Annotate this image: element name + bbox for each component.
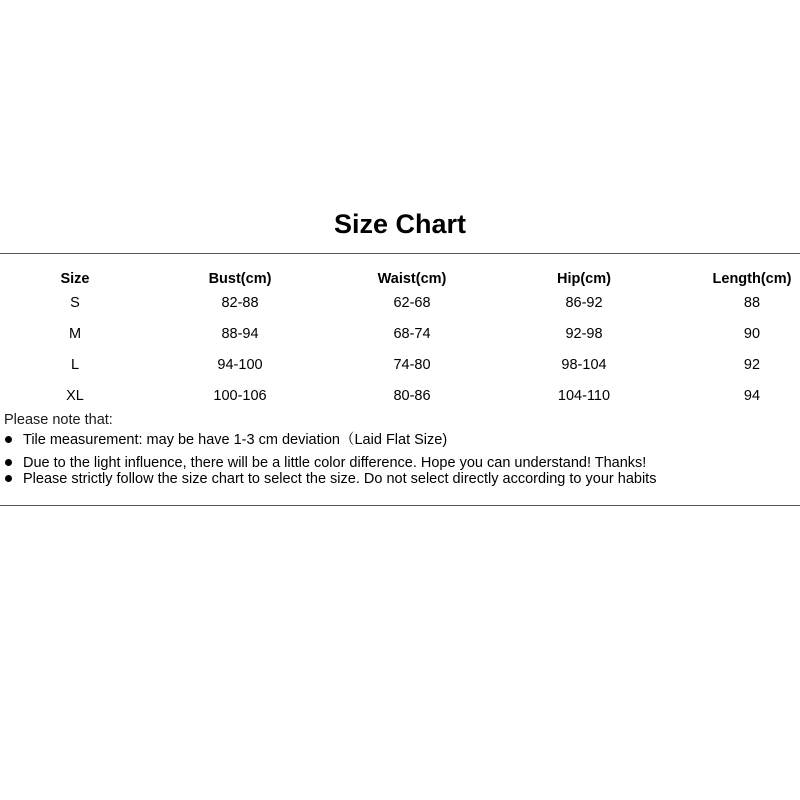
cell-hip: 86-92 bbox=[565, 295, 603, 311]
bullet-icon bbox=[5, 436, 12, 443]
cell-waist: 62-68 bbox=[393, 295, 431, 311]
page-title: Size Chart bbox=[333, 209, 467, 239]
notes-heading: Please note that: bbox=[4, 412, 113, 428]
cell-waist: 80-86 bbox=[393, 388, 431, 404]
table-row bbox=[0, 353, 800, 377]
cell-bust: 100-106 bbox=[213, 388, 267, 404]
header-hip: Hip(cm) bbox=[557, 271, 611, 287]
bottom-divider bbox=[0, 505, 800, 506]
note-item bbox=[4, 470, 656, 488]
table-row bbox=[0, 291, 800, 315]
cell-length: 94 bbox=[743, 388, 761, 404]
header-waist: Waist(cm) bbox=[377, 271, 447, 287]
note-text: Due to the light influence, there will be a little color difference. Hope you can understand! Thanks! bbox=[23, 455, 647, 471]
note-text: Please strictly follow the size chart to select the size. Do not select directly according to your habits bbox=[23, 471, 657, 487]
header-length: Length(cm) bbox=[712, 271, 792, 287]
cell-bust: 88-94 bbox=[221, 326, 259, 342]
note-item bbox=[4, 431, 447, 449]
table-header-row bbox=[0, 267, 800, 291]
cell-hip: 104-110 bbox=[557, 388, 611, 404]
cell-size: L bbox=[70, 357, 80, 373]
cell-length: 92 bbox=[743, 357, 761, 373]
table-row bbox=[0, 322, 800, 346]
cell-bust: 82-88 bbox=[221, 295, 259, 311]
note-text: Tile measurement: may be have 1-3 cm deviation（Laid Flat Size) bbox=[23, 432, 448, 448]
header-bust: Bust(cm) bbox=[208, 271, 272, 287]
cell-length: 88 bbox=[743, 295, 761, 311]
cell-waist: 68-74 bbox=[393, 326, 431, 342]
top-divider bbox=[0, 253, 800, 254]
cell-size: S bbox=[70, 295, 80, 311]
bullet-icon bbox=[5, 459, 12, 466]
cell-hip: 92-98 bbox=[565, 326, 603, 342]
cell-hip: 98-104 bbox=[561, 357, 607, 373]
bullet-icon bbox=[5, 475, 12, 482]
cell-bust: 94-100 bbox=[217, 357, 263, 373]
cell-waist: 74-80 bbox=[393, 357, 431, 373]
table-row bbox=[0, 384, 800, 408]
header-size: Size bbox=[60, 271, 90, 287]
cell-size: XL bbox=[66, 388, 84, 404]
cell-length: 90 bbox=[743, 326, 761, 342]
cell-size: M bbox=[68, 326, 82, 342]
notes-section bbox=[4, 410, 794, 487]
